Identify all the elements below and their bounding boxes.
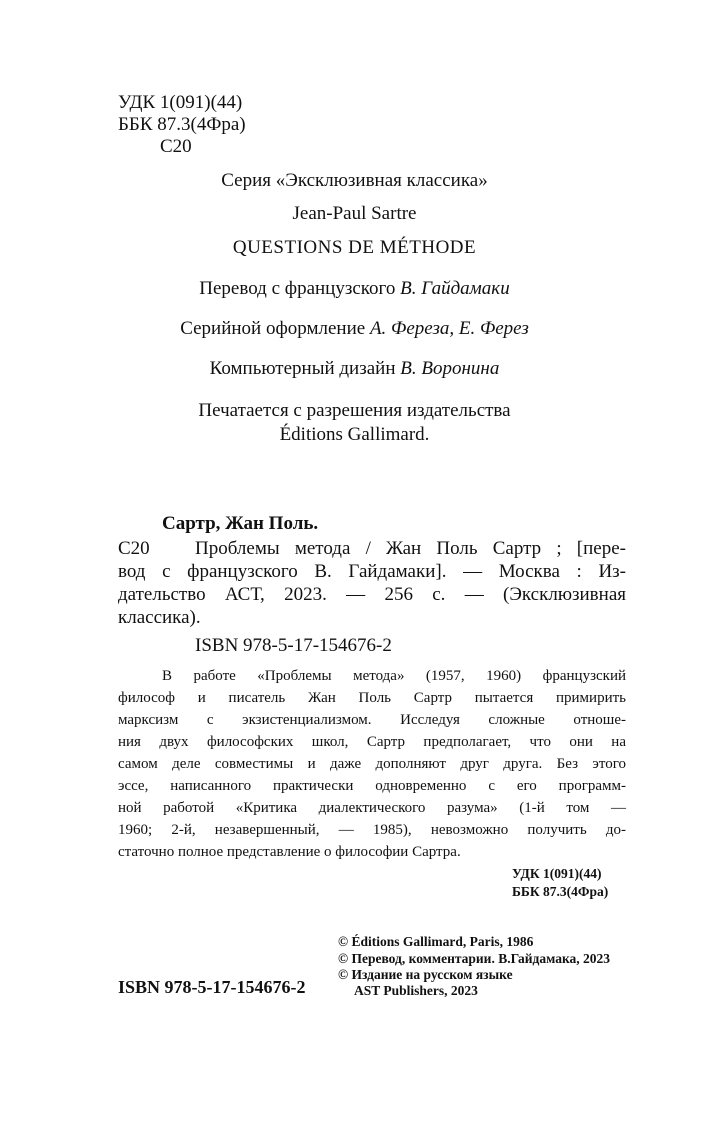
annotation-author-heading: Сартр, Жан Поль.	[162, 513, 319, 534]
annotation-line: Проблемы метода / Жан Поль Сартр ; [пере-	[195, 538, 626, 559]
abstract-line: 1960; 2-й, незавершенный, — 1985), невозможно получить до-	[118, 822, 626, 838]
computer-design-credit	[0, 358, 709, 380]
copyright-line: © Éditions Gallimard, Paris, 1986	[338, 934, 534, 949]
translation-prefix: Перевод с французского	[199, 278, 396, 299]
computer-design-prefix: Компьютерный дизайн	[209, 358, 396, 379]
isbn-bottom: ISBN 978-5-17-154676-2	[118, 977, 306, 997]
copyright-line: © Издание на русском языке	[338, 967, 513, 982]
permission-line-1: Печатается с разрешения издательства	[198, 400, 511, 421]
footer-bbk: ББК 87.3(4Фра)	[512, 884, 609, 899]
annotation-line: классика).	[118, 607, 201, 628]
abstract-line: марксизм с экзистенциализмом. Исследуя сложные отноше-	[118, 712, 626, 728]
design-prefix: Серийной оформление	[180, 318, 366, 339]
design-credit	[0, 318, 709, 340]
annotation-isbn: ISBN 978-5-17-154676-2	[195, 635, 392, 656]
copyright-line: © Перевод, комментарии. В.Гайдамака, 2023	[338, 951, 611, 966]
computer-designer-name: В. Воронина	[400, 358, 500, 379]
annotation-line: дательство АСТ, 2023. — 256 с. — (Эксклюзивная	[118, 584, 626, 605]
original-author: Jean-Paul Sartre	[292, 203, 417, 224]
udk-code: УДК 1(091)(44)	[118, 92, 243, 113]
translator-name: В. Гайдамаки	[400, 278, 510, 299]
series-title: Серия «Эксклюзивная классика»	[221, 170, 488, 191]
abstract-line: ной работой «Критика диалектического разума» (1-й том —	[118, 800, 626, 816]
bbk-code: ББК 87.3(4Фра)	[118, 114, 246, 135]
abstract-line: статочно полное представление о философии Сартра.	[118, 844, 461, 860]
designer-names: А. Фереза, Е. Ферез	[369, 318, 529, 339]
author-sign-code: С20	[160, 136, 192, 157]
abstract-line: В работе «Проблемы метода» (1957, 1960) французский	[162, 668, 626, 684]
original-title: QUESTIONS DE MÉTHODE	[232, 237, 477, 258]
permission-line-2: Éditions Gallimard.	[279, 424, 430, 445]
annotation-line: вод с французского В. Гайдамаки]. — Москва : Из-	[118, 561, 626, 582]
abstract-line: эссе, написанного практически одновременно с его программ-	[118, 778, 626, 794]
abstract-line: самом деле совместимы и даже дополняют друг друга. Без этого	[118, 756, 626, 772]
translation-credit	[0, 278, 709, 300]
footer-udk: УДК 1(091)(44)	[512, 866, 602, 881]
copyright-line: AST Publishers, 2023	[354, 983, 478, 998]
abstract-line: философ и писатель Жан Поль Сартр пытается примирить	[118, 690, 626, 706]
abstract-line: ния двух философских школ, Сартр предполагает, что они на	[118, 734, 626, 750]
annotation-code: С20	[118, 538, 150, 559]
